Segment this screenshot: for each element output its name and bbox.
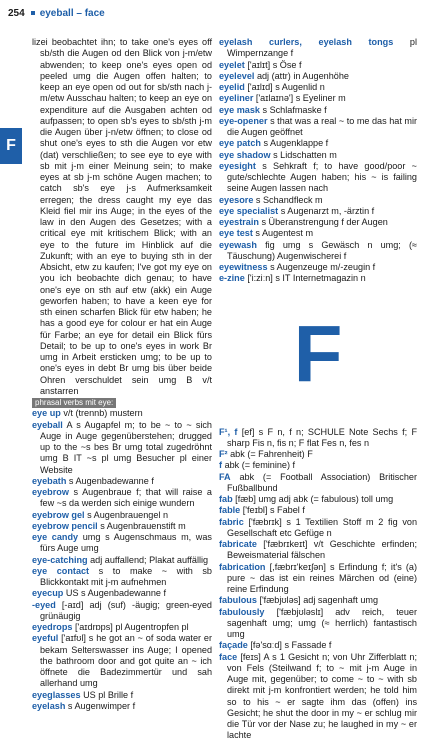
dictionary-entry — [219, 228, 417, 239]
entry-body: s Schlafmaske f — [262, 104, 327, 115]
entry-body: [-aɪd] adj (suf) -äugig; green-eyed grünäugig — [40, 599, 212, 621]
entry-headword: eye contact — [32, 565, 90, 576]
dictionary-entry — [219, 71, 417, 82]
entry-body: [feɪs] A s 1 Gesicht n; von Uhr Zifferblatt n; von Fels (Steilwand f; to ~ mit j-m Auge in Auge mit, gegenüber; to come ~ to ~ with sb direkt mit j-m konfrontiert werden; he told him so to his ~ er sagte ihm das (offen) ins Gesicht; he shut the door in my ~ er schlug mir die Tür vor der Nase zu; he laughed in my ~ er lachte — [227, 651, 417, 741]
entry-body: s Überanstrengung f der Augen — [261, 217, 388, 227]
dictionary-entry — [32, 476, 212, 487]
dictionary-entry — [32, 408, 212, 419]
entry-body: s Augenbadewanne f — [68, 475, 154, 486]
dictionary-entry — [219, 562, 417, 596]
entry-headword: eyesore — [219, 194, 254, 205]
dictionary-entry — [219, 539, 417, 562]
entry-headword: eyewitness — [219, 262, 268, 272]
entry-body: ['fæbrɪkeɪt] v/t Geschichte erfinden; Beweismaterial fälschen — [227, 539, 417, 561]
dictionary-entry — [219, 195, 417, 206]
entry-body: [ef] s F n, f n; SCHULE Note Sechs f; F sharp Fis n, fis n; F flat Fes n, fes n — [227, 426, 418, 448]
entry-headword: eyesight — [219, 160, 256, 171]
entry-body: ['aɪfʊl] s he got an ~ of soda water er bekam Selterswasser ins Auge; I opened the bathroom door and got quite an ~ ich öffnete die Badezimmertür und sah allerhand umg — [40, 633, 212, 689]
entry-headword: -eyed — [32, 599, 56, 610]
entry-body: umg s Augenschmaus m, was fürs Auge umg — [40, 532, 212, 554]
thumb-tab: F — [0, 128, 22, 164]
entry-body: ['i:ziːn] s IT Internetmagazin n — [247, 273, 366, 284]
entry-headword: eye shadow — [219, 149, 271, 160]
entry-body: adj (attr) in Augenhöhe — [256, 70, 349, 81]
entry-body: ['feɪbl] s Fabel f — [242, 505, 305, 516]
entry-headword: fabulously — [219, 606, 265, 617]
entry-headword: eyewash — [219, 239, 257, 250]
phrasal-verbs-label: phrasal verbs mit eye: — [32, 398, 116, 408]
section-letter: F — [293, 308, 343, 398]
dictionary-entry — [32, 690, 212, 701]
entry-headword: eye-opener — [219, 115, 268, 126]
entry-body: s Schandfleck m — [255, 194, 323, 205]
right-column-bottom — [219, 427, 417, 742]
entry-body: s Sehkraft f; to have good/poor ~ gute/schlechte Augen haben; his ~ is failing seine Augen lassen nach — [227, 160, 417, 194]
dictionary-entry — [219, 82, 417, 93]
dictionary-entry — [32, 600, 212, 623]
entry-headword: eyelash — [32, 700, 66, 711]
entry-headword: eyedrops — [32, 622, 73, 632]
entry-headword: eyebrow — [32, 487, 69, 497]
entry-body: s Augenbrauenstift m — [100, 520, 186, 531]
entry-headword: eyeful — [32, 633, 59, 644]
entry-body: ['fæbjʊləs] adj sagenhaft umg — [259, 595, 379, 606]
dictionary-entry — [32, 566, 212, 589]
dictionary-entry — [32, 588, 212, 599]
dictionary-entry — [219, 150, 417, 161]
entry-headword: F² — [219, 449, 228, 459]
dictionary-entry — [32, 532, 212, 555]
dictionary-entry — [32, 420, 212, 476]
dictionary-entry — [32, 521, 212, 532]
dictionary-entry — [219, 116, 417, 139]
entry-headword: eyelash curlers, eyelash tongs — [219, 37, 394, 47]
dictionary-entry — [32, 37, 212, 397]
entry-headword: eye test — [219, 228, 253, 239]
dictionary-entry — [219, 595, 417, 606]
dictionary-entry — [219, 161, 417, 195]
entry-body: v/t (trennb) mustern — [63, 408, 143, 419]
dictionary-entry — [219, 449, 417, 460]
dictionary-entry — [219, 138, 417, 149]
entry-headword: fabrication — [219, 561, 266, 572]
entry-headword: f — [219, 460, 223, 471]
entry-body: [,fæbrɪ'keɪʃən] s Erfindung f; it's (a) pure ~ das ist ein reines Märchen od (eine) reine Erfindung — [227, 561, 417, 594]
entry-headword: face — [219, 651, 238, 662]
entry-body: [fə'sɑːd] s Fassade f — [250, 640, 332, 651]
entry-body: s Augenzeuge m/-zeugin f — [270, 262, 376, 272]
entry-body: s Augenarzt m, -ärztin f — [280, 205, 375, 216]
entry-headword: eyeliner — [219, 93, 254, 104]
entry-headword: eye patch — [219, 138, 261, 149]
entry-body: ['fæbrɪk] s 1 Textilien Stoff m 2 fig von Gesellschaft etc Gefüge n — [227, 516, 418, 538]
entry-body: US pl Brille f — [83, 689, 134, 700]
entry-body: s that was a real ~ to me das hat mir die Augen geöffnet — [227, 115, 418, 137]
dictionary-entry — [219, 273, 417, 284]
entry-body: s Augenwimper f — [67, 700, 136, 711]
dictionary-entry — [219, 262, 417, 273]
right-column-top — [219, 37, 417, 285]
entry-headword: fabric — [219, 516, 244, 527]
dictionary-entry — [219, 240, 417, 263]
entry-body: s Augentest m — [255, 228, 314, 239]
entry-headword: fab — [219, 494, 233, 504]
dictionary-entry — [32, 510, 212, 521]
entry-body: lizei beobachtet ihn; to take one's eyes off sb/sth die Augen od den Blick von j-m/etw abwenden; to keep one's eyes open od peeled umg die Augen offen halten; to keep an eye open od out for sb/sth nach j-m/etw Ausschau halten; to keep an eye on expenditure auf die Ausgaben achten od aufpassen; to open sb's eyes to sb/sth j-m die Augen über j-n/etw öffnen; to close od shut one's eyes to sth die Augen vor etw (dat) verschließen; to see eye to eye with sb mit j-m einer Meinung sein; to make eyes at sb j-m schöne Augen machen; to catch sb's eye j-s Aufmerksamkeit erregen; the dress caught my eye das Kleid fiel mir ins Auge; in the eyes of the law in den Augen des Gesetzes; with a critical eye mit kritischem Blick; with an eye to the future im Hinblick auf die Zukunft; with an eye to buying sth in der Absicht, etw zu kaufen; I've got my eye on you ich beobachte dich genau; to have one's eye on sth auf etw (akk) ein Auge geworfen haben; to have a keen eye for sth einen scharfen Blick für etw haben; he has a good eye for colour er hat ein Auge für Farbe; an eye for detail ein Blick fürs Detail; to be up to one's eyes in work Br umg in Arbeit ersticken umg; to be up to one's eyes in debt Br umg bis über beide Ohren verschuldet sein umg B v/t anstarren — [32, 37, 212, 396]
entry-headword: eyebath — [32, 475, 67, 486]
entry-body: abk (= feminine) f — [224, 460, 296, 471]
entry-headword: eye up — [32, 408, 61, 419]
entry-headword: eyelevel — [219, 70, 255, 81]
entry-body: ['aɪlɪd] s Augenlid n — [247, 82, 325, 92]
dictionary-entry — [32, 622, 212, 633]
dictionary-entry — [32, 633, 212, 689]
entry-body: US s Augenbadewanne f — [65, 588, 166, 599]
dictionary-entry — [219, 37, 417, 60]
entry-headword: eye mask — [219, 104, 260, 115]
entry-headword: fable — [219, 505, 241, 516]
entry-body: s Augenbrauengel n — [87, 509, 168, 520]
entry-headword: eye specialist — [219, 205, 279, 216]
entry-headword: eyebrow gel — [32, 509, 85, 520]
entry-body: s Augenklappe f — [263, 138, 329, 149]
entry-body: fig umg s Gewäsch n umg; (≈ Täuschung) Augenwischerei f — [227, 239, 418, 261]
dictionary-entry — [219, 640, 417, 651]
entry-headword: eyebrow pencil — [32, 520, 98, 531]
dictionary-entry — [219, 517, 417, 540]
entry-headword: eye-catching — [32, 554, 88, 565]
header-square-icon — [31, 11, 35, 15]
entry-headword: façade — [219, 640, 248, 651]
dictionary-entry — [219, 472, 417, 495]
dictionary-entry — [219, 494, 417, 505]
dictionary-entry — [32, 487, 212, 510]
running-head: eyeball – face — [39, 8, 105, 19]
dictionary-entry — [219, 505, 417, 516]
entry-body: adj auffallend; Plakat auffällig — [90, 554, 209, 565]
dictionary-entry — [32, 555, 212, 566]
dictionary-entry — [219, 105, 417, 116]
dictionary-entry — [219, 206, 417, 217]
page-number: 254 — [8, 8, 25, 19]
entry-body: A s Augapfel m; to be ~ to ~ sich Auge in Auge gegenüberstehen; drugged up to the ~s bes Br umg total zugedröhnt umg B IT ~s pl umg Besucher pl einer Website — [40, 419, 212, 475]
dictionary-entry — [219, 652, 417, 742]
entry-headword: eyestrain — [219, 217, 259, 227]
entry-headword: F¹, f — [219, 426, 238, 437]
dictionary-entry — [219, 607, 417, 641]
entry-body: s Augenbraue f; that will raise a few ~s da werden sich einige wundern — [40, 487, 212, 509]
left-column — [32, 37, 212, 712]
dictionary-entry — [219, 427, 417, 450]
entry-body: ['aɪlɪt] s Öse f — [247, 59, 302, 70]
dictionary-entry — [32, 701, 212, 712]
dictionary-entry — [219, 93, 417, 104]
entry-headword: FA — [219, 471, 231, 482]
entry-body: abk (= Football Association) Britischer Fußballbund — [227, 471, 418, 493]
right-column — [219, 37, 417, 742]
entry-body: pl Wimpernzange f — [227, 37, 417, 59]
entry-headword: eyelet — [219, 59, 245, 70]
entry-body: ['fæbjʊləslɪ] adv reich, teuer sagenhaft umg; umg (≈ herrlich) fantastisch umg — [227, 606, 417, 639]
entry-body: ['aɪdrɒps] pl Augentropfen pl — [74, 622, 189, 632]
entry-body: abk (= Fahrenheit) F — [230, 449, 313, 459]
entry-headword: eyeglasses — [32, 689, 81, 700]
entry-body: [fæb] umg adj abk (= fabulous) toll umg — [235, 494, 394, 504]
entry-headword: eyelid — [219, 82, 245, 92]
entry-body: s Lidschatten m — [273, 149, 337, 160]
entry-headword: fabulous — [219, 595, 257, 606]
entry-headword: eyeball — [32, 419, 63, 430]
running-header — [6, 8, 420, 24]
entry-headword: e-zine — [219, 273, 245, 284]
entry-body: s to make ~ with sb Blickkontakt mit j-m aufnehmen — [40, 565, 212, 587]
dictionary-entry — [219, 217, 417, 228]
dictionary-entry — [219, 460, 417, 471]
entry-headword: eyecup — [32, 588, 64, 599]
entry-headword: fabricate — [219, 539, 257, 549]
entry-headword: eye candy — [32, 532, 79, 542]
dictionary-entry — [219, 60, 417, 71]
entry-body: ['aɪlaɪnə'] s Eyeliner m — [255, 93, 346, 104]
